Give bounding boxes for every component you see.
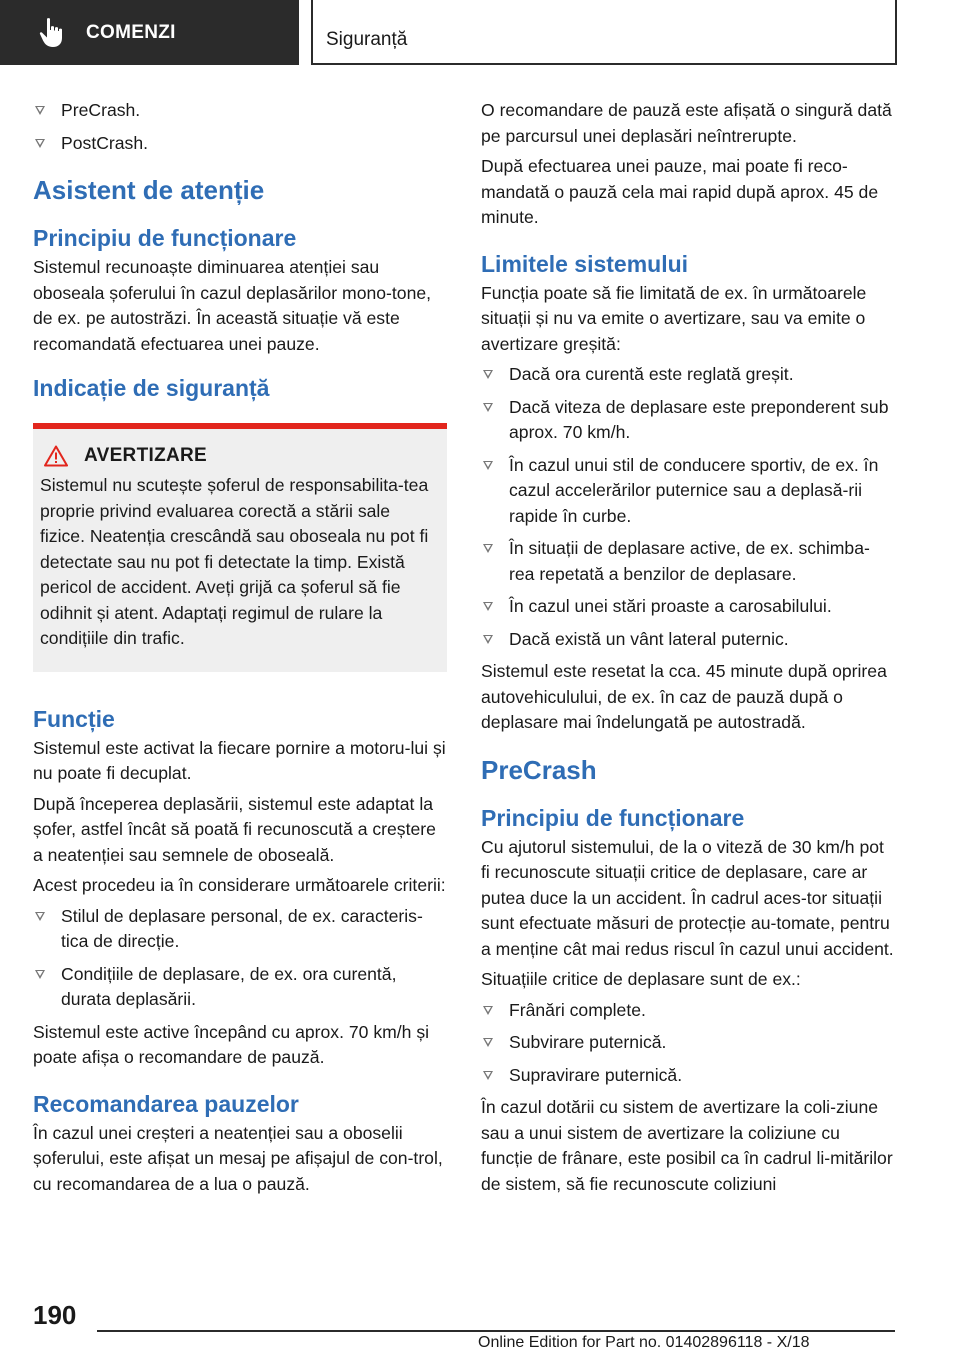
list-item: Supravirare puternică. [481,1063,895,1089]
warning-text: Sistemul nu scutește șoferul de responsabilita-tea proprie privind evaluarea corectă a stării sale fizice. Neatenția crescândă sau oboseala nu pot fi detectate sau nu pot fi detectate la timp. Există pericol de accident. Aveți grijă ca șoferul să fie odihnit și atent. Adaptați regimul de rulare la condițiile din trafic. [40,475,429,648]
bullet-triangle-icon [483,544,493,553]
bullet-triangle-icon [483,1038,493,1047]
list-item: Dacă ora curentă este reglată greșit. [481,362,895,388]
bullet-triangle-icon [35,912,45,921]
paragraph: După efectuarea unei pauze, mai poate fi reco-mandată o pauză cela mai rapid după aprox. 45 de minute. [481,156,879,227]
paragraph: Funcția poate să fie limitată de ex. în următoarele situații și nu va emite o avertizare, sau va emite o avertizare greșită: [481,282,867,354]
list-item: Subvirare puternică. [481,1030,895,1056]
paragraph: Sistemul recunoaște diminuarea atenției sau oboseala șoferului în cazul deplasărilor mono-tone, de ex. pe autostrăzi. În această situație vă este recomandată efectuarea unei pauze. [33,257,432,354]
list-item: În cazul unui stil de conducere sportiv, de ex. în cazul accelerărilor puternice sau a deplasă-rii rapide în curbe. [481,453,895,530]
paragraph: Situațiile critice de deplasare sunt de ex.: [481,969,801,989]
list-item: Frânări complete. [481,998,895,1024]
heading-break-recommendation: Recomandarea pauzelor [33,1090,299,1117]
chapter-tab [311,0,897,65]
heading-attention-assistant: Asistent de atenție [33,175,265,205]
list-item: Dacă viteza de deplasare este preponderent sub aprox. 70 km/h. [481,395,895,446]
section-tab [0,0,299,65]
list-item: În cazul unei stări proaste a carosabilului. [481,594,895,620]
heading-precrash: PreCrash [481,754,597,785]
page-number: 190 [33,1300,77,1330]
section-label: COMENZI [86,21,176,43]
heading-operating-principle: Principiu de funcționare [33,225,297,251]
list-item: Stilul de deplasare personal, de ex. caracteris-tica de direcție. [33,904,447,955]
bullet-triangle-icon [483,370,493,379]
edition-footer: Online Edition for Part no. 01402896118 - X/18 [478,1334,810,1351]
paragraph: Sistemul este active începând cu aprox. 70 km/h și poate afișa o recomandare de pauză. [33,1021,430,1067]
heading-safety-note: Indicație de siguranță [33,375,270,401]
heading-function: Funcție [33,705,115,732]
paragraph: O recomandare de pauză este afișată o singură dată pe parcursul unei deplasări neîntrerupte. [481,100,892,146]
bullet-triangle-icon [483,635,493,644]
left-column [33,98,447,1202]
heading-system-limits: Limitele sistemului [481,250,689,277]
list-item: Dacă există un vânt lateral puternic. [481,627,895,653]
bullet-triangle-icon [483,602,493,611]
hand-pointer-icon [38,17,66,49]
list-item: În situații de deplasare active, de ex. schimba-rea repetată a benzilor de deplasare. [481,536,895,587]
list-item: PostCrash. [33,131,447,157]
paragraph: Sistemul este resetat la cca. 45 minute după oprirea autovehiculului, de ex. în caz de pauză după o deplasare mai îndelungată pe autostradă. [481,661,887,732]
bullet-triangle-icon [483,1006,493,1015]
footer-divider [97,1330,895,1332]
list-item: PreCrash. [33,98,447,124]
list-item: Condițiile de deplasare, de ex. ora curentă, durata deplasării. [33,962,447,1013]
bullet-triangle-icon [35,106,45,115]
paragraph: Acest procedeu ia în considerare următoarele criterii: [33,875,446,895]
bullet-triangle-icon [35,970,45,979]
bullet-triangle-icon [483,1071,493,1080]
heading-operating-principle: Principiu de funcționare [481,804,745,831]
paragraph: Cu ajutorul sistemului, de la o viteză de 30 km/h pot fi recunoscute situații critice de deplasare, care ar putea duce la un accident. În cadrul aces-tor situații sunt efectuate măsuri de protecție au-tomate, pentru a menține cât mai redus riscul în cazul unui accident. [481,836,894,959]
bullet-triangle-icon [483,461,493,470]
paragraph: În cazul unei creșteri a neatenției sau a oboselii șoferului, este afișat un mesaj pe afișajul de con-trol, cu recomandarea de a lua o pauză. [33,1122,443,1194]
paragraph: După începerea deplasării, sistemul este adaptat la șofer, astfel încât să poată fi recunoscută a creștere a neatenției sau semnele de oboseală. [33,793,436,865]
right-column [481,98,895,1202]
chapter-label: Siguranță [326,29,408,50]
bullet-triangle-icon [483,403,493,412]
warning-triangle-icon [44,445,68,467]
warning-box [33,423,447,672]
warning-title: AVERTIZARE [84,445,207,466]
paragraph: În cazul dotării cu sistem de avertizare la coli-ziune sau a unui sistem de avertizare la coliziune cu funcție de frânare, este posibil ca în cadrul li-mitărilor de sistem, să fie recunoscute coliziuni [481,1097,893,1194]
bullet-triangle-icon [35,139,45,148]
paragraph: Sistemul este activat la fiecare pornire a motoru-lui și nu poate fi decuplat. [33,737,446,783]
